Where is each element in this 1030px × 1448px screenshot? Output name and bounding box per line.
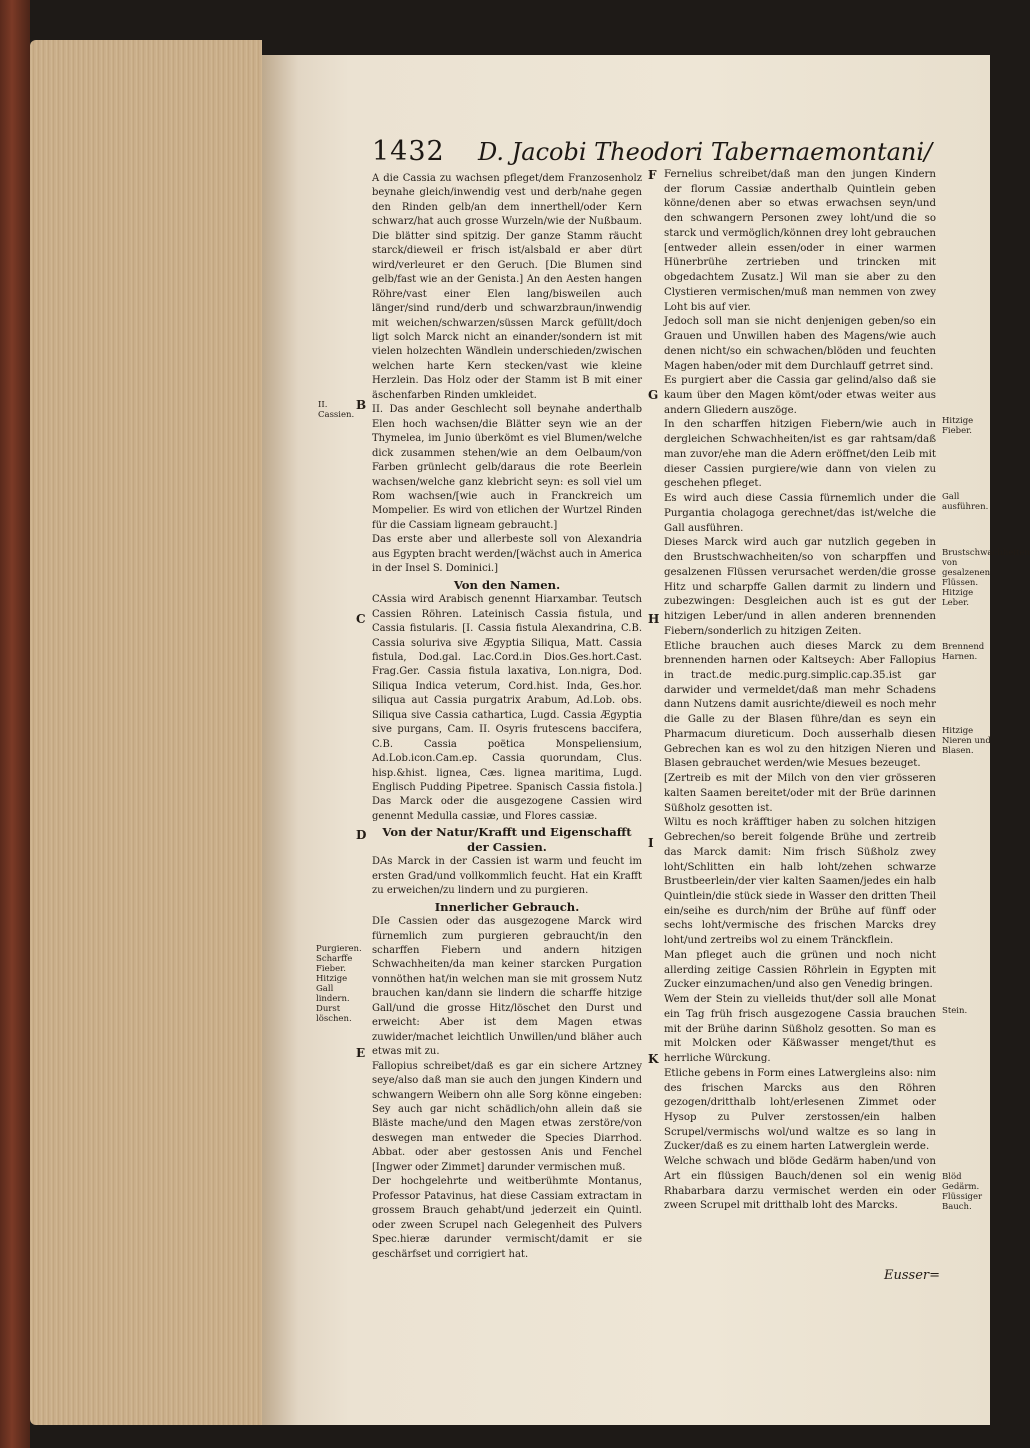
- section-marker-k: K: [648, 1052, 659, 1066]
- paragraph: DAs Marck in der Cassien ist warm und feucht im ersten Grad/und vollkommlich feucht. Hat ein Krafft zu erweichen/zu lindern und zu purgieren.: [372, 856, 642, 897]
- book-binding: [0, 0, 30, 1448]
- paragraph: II. Das ander Geschlecht soll beynahe anderthalb Elen hoch wachsen/die Blätter seyn wie an der Thymelea, im Junio überkömt es viel Blumen/welche dick zusammen stehen/wie an dem Oelbaum/von Farben grünlecht gelb/daraus die rote Beerlein wachsen/welche ganz klebricht seyn: es soll viel um Rom wachsen/[wie auch in Franckreich um Mompelier. Es wird von etlichen der Wurtzel Rinden für die Cassiam ligneam gebraucht.]: [372, 404, 642, 531]
- paragraph: Es wird auch diese Cassia fürnemlich under die Purgantia cholagoga gerechnet/das ist/welche die Gall ausführen.: [664, 493, 936, 534]
- section-marker-f: F: [648, 168, 657, 182]
- page-header: [360, 136, 933, 170]
- paragraph: Fernelius schreibet/daß man den jungen Kindern der florum Cassiæ anderthalb Quintlein geben könne/denen aber so etwas erwachsen seyn/und den schwangern Personen zwey loht/und die so starck und vermöglich/können drey loht gebrauchen [entweder allein essen/oder in einer warmen Hünerbrühe zertrieben und trincken mit obgedachtem Zusatz.] Wil man sie aber zu den Clystieren vermischen/muß man nemmen von zwey Loht bis auf vier.: [664, 169, 936, 313]
- paragraph: Der hochgelehrte und weitberühmte Montanus, Professor Patavinus, hat diese Cassiam extractam in grossem Brauch gehabt/und jederzeit ein Quintl. oder zween Scrupel nach Gelegenheit des Pulvers Spec.hieræ darunder vermischt/damit er sie geschärfset und corrigiert hat.: [372, 1176, 642, 1260]
- margin-note: Hitzige Nieren und Blasen.: [942, 726, 991, 756]
- section-heading: Von den Namen.: [453, 577, 561, 592]
- paragraph: Fallopius schreibet/daß es gar ein sichere Artzney seye/also daß man sie auch den jungen Kindern und schwangern Weibern ohn alle Sorg könne eingeben: Sey auch gar nicht schädlich/ohn allein daß sie Bläste mache/und den Magen etwas zerstöre/von deswegen man entweder die Species Diarrhod. Abbat. oder aber gestossen Anis und Fenchel [Ingwer oder Zimmet] darunder vermischen muß.: [372, 1060, 642, 1173]
- paragraph: Etliche gebens in Form eines Latwergleins also: nim des frischen Marcks aus den Röhren gezogen/dritthalb loht/erlesenen Zimmet oder Hysop zu Pulver zerstossen/ein halben Scrupel/vermischs wol/und waltze es so lang in Zucker/daß es zu einem harten Latwerglein werde.: [664, 1067, 936, 1153]
- paragraph: Das erste aber und allerbeste soll von Alexandria aus Egypten bracht werden/[wächst auch in America in der Insel S. Dominici.]: [372, 534, 642, 575]
- page-edge: [30, 40, 262, 1425]
- margin-note: Purgieren. Scharffe Fieber. Hitzige Gall lindern. Durst löschen.: [316, 944, 362, 1024]
- paragraph: Wiltu es noch kräfftiger haben zu solchen hitzigen Gebrechen/so bereit folgende Brühe und zertreib das Marck damit: Nim frisch Süßholz zwey loht/Schlitten ein halb loht/zehen schwarze Brustbeerlein/der vier kalten Saamen/jedes ein halb Quintlein/die stück siede in Wasser den dritten Theil ein/seihe es durch/nim der Brühe auf fünff oder sechs loht/vermische des frischen Marcks drey loht/und zertreibs wol zu einem Tränckflein.: [664, 817, 936, 947]
- paragraph: In den scharffen hitzigen Fiebern/wie auch in dergleichen Schwachheiten/ist es gar rahtsam/daß man zuvor/ehe man die Adern eröffnet/den Leib mit dieser Cassien purgiere/wie dann von vielen zu geschehen pfleget.: [664, 419, 936, 490]
- paragraph: CAssia wird Arabisch genennt Hiarxambar. Teutsch Cassien Röhren. Lateinisch Cassia fistula, und Cassia fistularis. [I. Cassia fistula Alexandrina, C.B. Cassia soluriva sive Ægyptia Siliqua, Matt. Cassia fistula, Dod.gal. Lac.Cord.in Dios.Ges.hort.Cast. Frag.Ger. Cassia fistula laxativa, Lon.nigra, Dod. Siliqua Indica veterum, Cord.hist. Inda, Ges.hor. siliqua aut Cassia purgatrix Arabum, Ad.Lob. obs. Siliqua sive Cassia cathartica, Lugd. Cassia Ægyptia sive purgans, Cam. II. Osyris frutescens baccifera, C.B. Cassia poëtica Monspeliensium, Ad.Lob.icon.Cam.ep. Cassia quorundam, Clus. hisp.&hist. lignea, Cæs. lignea maritima, Lugd. Englisch Pudding Pipetree. Spanisch Cassia fistola.] Das Marck oder die ausgezogene Cassien wird genennt Medulla cassiæ, und Flores cassiæ.: [372, 594, 642, 822]
- paragraph: Man pfleget auch die grünen und noch nicht allerding zeitige Cassien Röhrlein in Egypten mit Zucker einzumachen/und also gen Venedig bringen.: [664, 949, 936, 991]
- section-marker-e: E: [356, 1046, 366, 1060]
- section-marker-c: C: [356, 612, 366, 626]
- margin-note: Stein.: [942, 1006, 968, 1016]
- section-heading: Innerlicher Gebrauch.: [434, 899, 580, 914]
- left-column: [372, 172, 642, 1262]
- section-marker-b: B: [356, 398, 367, 412]
- running-title: D. Jacobi Theodori Tabernaemontani/: [478, 138, 933, 166]
- section-marker-d: D: [356, 828, 367, 842]
- section-marker-h: H: [648, 612, 660, 626]
- page-number: 1432: [372, 136, 445, 167]
- paragraph: Dieses Marck wird auch gar nutzlich gegeben in den Brustschwachheiten/so von scharpffen und gesalzenen Flüssen verursachet werden/die grosse Hitz und scharpffe Gallen darmit zu lindern und zubezwingen: Desgleichen auch ist es gut der hitzigen Leber/und in allen anderen brennenden Fiebern/sonderlich zu hitzigen Zeiten.: [664, 537, 936, 637]
- section-heading: Von der Natur/Krafft und Eigenschafft der Cassien.: [382, 825, 632, 854]
- right-column: [664, 168, 936, 1214]
- paragraph: DIe Cassien oder das ausgezogene Marck wird fürnemlich zum purgieren gebraucht/in den scharffen Fiebern und andern hitzigen Schwachheiten/da man keiner starcken Purgation vonnöthen hat/in welchen man sie mit grossem Nutz brauchen kan/dann sie lindern die scharffe hitzige Gall/und die grosse Hitz/löschet den Durst und erweicht: Aber ist dem Magen etwas zuwider/machet leichtlich Unwillen/und bläher auch etwas mit zu.: [372, 916, 642, 1058]
- margin-note: II. Cassien.: [318, 400, 355, 420]
- section-marker-i: I: [648, 836, 654, 850]
- margin-note: Gall ausführen.: [942, 492, 989, 512]
- paragraph: Welche schwach und blöde Gedärm haben/und von Art ein flüssigen Bauch/denen sol ein wenig Rhabarbara darzu vermischet werden ein oder zween Scrupel mit dritthalb loht des Marcks.: [664, 1156, 936, 1212]
- paragraph: Es purgiert aber die Cassia gar gelind/also daß sie kaum über den Magen kömt/oder etwas weiter aus andern Gliedern auszöge.: [664, 375, 936, 416]
- margin-note: Brustschwachheiten von gesalzenen Flüssen. Hitzige Leber.: [942, 548, 1030, 608]
- paragraph: [Zertreib es mit der Milch von den vier grösseren kalten Saamen bereitet/oder mit der Brüe darinnen Süßholz gesotten ist.: [664, 773, 936, 814]
- section-marker-g: G: [648, 388, 659, 402]
- catchword: Eusser=: [884, 1268, 941, 1283]
- paragraph: Etliche brauchen auch dieses Marck zu dem brennenden harnen oder Kaltseych: Aber Fallopius in tract.de medic.purg.simplic.cap.35.ist gar darwider und vermeldet/daß man mehr Schadens dann Nutzens damit ausrichte/dieweil es noch mehr die Galle zu der Blasen führe/dan es seyn ein Pharmacum diureticum. Doch ausserhalb diesen Gebrechen kan es wol zu den hitzigen Nieren und Blasen gebrauchet werden/wie Mesues bezeuget.: [664, 640, 936, 770]
- margin-note: Hitzige Fieber.: [942, 416, 974, 436]
- paragraph: Jedoch soll man sie nicht denjenigen geben/so ein Grauen und Unwillen haben des Magens/wie auch denen nicht/so ein schwachen/blöden und feuchten Magen haben/oder mit dem Durchlauff getrret sind.: [664, 316, 936, 372]
- margin-note: Brennend Harnen.: [942, 642, 985, 662]
- paragraph: A die Cassia zu wachsen pfleget/dem Franzosenholz beynahe gleich/inwendig vest und derb/nahe gegen den Rinden gelb/an dem innerthell/oder Kern schwarz/hat auch grosse Wurzeln/wie der Nußbaum. Die blätter sind spitzig. Der ganze Stamm räucht starck/dieweil er frisch ist/alsbald er aber dürt wird/verleuret er den Geruch. [Die Blumen sind gelb/fast wie an der Genista.] An den Aesten hangen Röhre/vast einer Elen lang/bisweilen auch länger/sind rund/derb und schwarzbraun/inwendig mit weichen/schwarzen/süssen Marck gefüllt/doch ligt solch Marck nicht an einander/sondern ist mit vielen holzechten Wändlein underschieden/zwischen welchen harte Kern stecken/vast wie kleine Herzlein. Das Holz oder der Stamm ist B mit einer äschenfarben Rinden umkleidet.: [372, 173, 642, 401]
- paragraph: Wem der Stein zu vielleids thut/der soll alle Monat ein Tag früh frisch ausgezogene Cassia brauchen mit der Brühe darinn Süßholz gesotten. So man es mit Molcken oder Käßwasser menget/thut es herrliche Würckung.: [664, 994, 936, 1065]
- margin-note: Blöd Gedärm. Flüssiger Bauch.: [942, 1172, 983, 1212]
